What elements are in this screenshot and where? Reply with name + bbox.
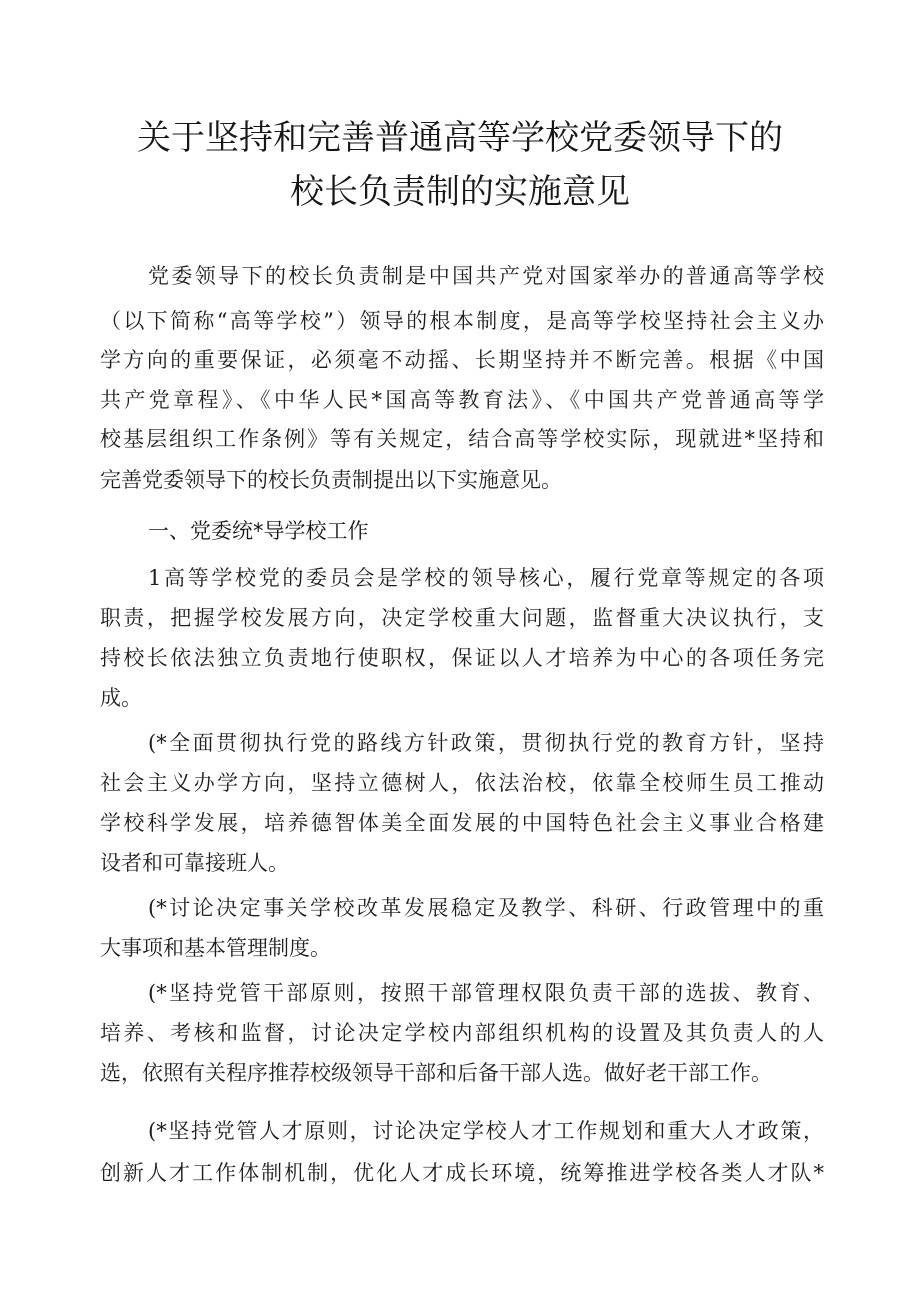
section-heading: 一、党委统*导学校工作 (148, 519, 369, 543)
paragraph-line: 持校长依法独立负责地行使职权，保证以人才培养为中心的各项任务完 (100, 646, 824, 670)
paragraph-line: 完善党委领导下的校长负责制提出以下实施意见。 (100, 468, 562, 492)
paragraph-line: 选，依照有关程序推荐校级领导干部和后备干部人选。做好老干部工作。 (100, 1061, 772, 1085)
paragraph-line: 成。 (100, 686, 142, 710)
document-title-line-1: 关于坚持和完善普通高等学校党委领导下的 (137, 118, 783, 158)
paragraph-line: 学方向的重要保证，必须毫不动摇、长期坚持并不断完善。根据《中国 (100, 348, 824, 372)
paragraph-line: 1高等学校党的委员会是学校的领导核心，履行党章等规定的各项 (148, 566, 824, 590)
paragraph-line: 学校科学发展，培养德智体美全面发展的中国特色社会主义事业合格建 (100, 811, 824, 835)
paragraph-line: (*坚持党管人才原则，讨论决定学校人才工作规划和重大人才政策， (148, 1119, 824, 1143)
paragraph-line: (*讨论决定事关学校改革发展稳定及教学、科研、行政管理中的重 (148, 896, 824, 920)
paragraph-line: (*坚持党管干部原则，按照干部管理权限负责干部的选拔、教育、 (148, 981, 824, 1005)
paragraph-line: 设者和可靠接班人。 (100, 851, 289, 875)
document-title-line-2: 校长负责制的实施意见 (290, 172, 630, 212)
paragraph-line: （以下简称“高等学校”）领导的根本制度，是高等学校坚持社会主义办 (100, 309, 824, 333)
paragraph-line: 培养、考核和监督，讨论决定学校内部组织机构的设置及其负责人的人 (100, 1021, 824, 1045)
paragraph-line: 大事项和基本管理制度。 (100, 936, 331, 960)
paragraph-line: 创新人才工作体制机制，优化人才成长环境，统筹推进学校各类人才队* (100, 1161, 824, 1185)
paragraph-line: 党委领导下的校长负责制是中国共产党对国家举办的普通高等学校 (148, 264, 824, 288)
paragraph-line: (*全面贯彻执行党的路线方针政策，贯彻执行党的教育方针，坚持 (148, 731, 824, 755)
paragraph-line: 职责，把握学校发展方向，决定学校重大问题，监督重大决议执行，支 (100, 606, 824, 630)
paragraph-line: 社会主义办学方向，坚持立德树人，依法治校，依靠全校师生员工推动 (100, 771, 824, 795)
paragraph-line: 校基层组织工作条例》等有关规定，结合高等学校实际，现就进*坚持和 (100, 427, 824, 451)
paragraph-line: 共产党章程》、《中华人民*国高等教育法》、《中国共产党普通高等学 (100, 388, 824, 412)
